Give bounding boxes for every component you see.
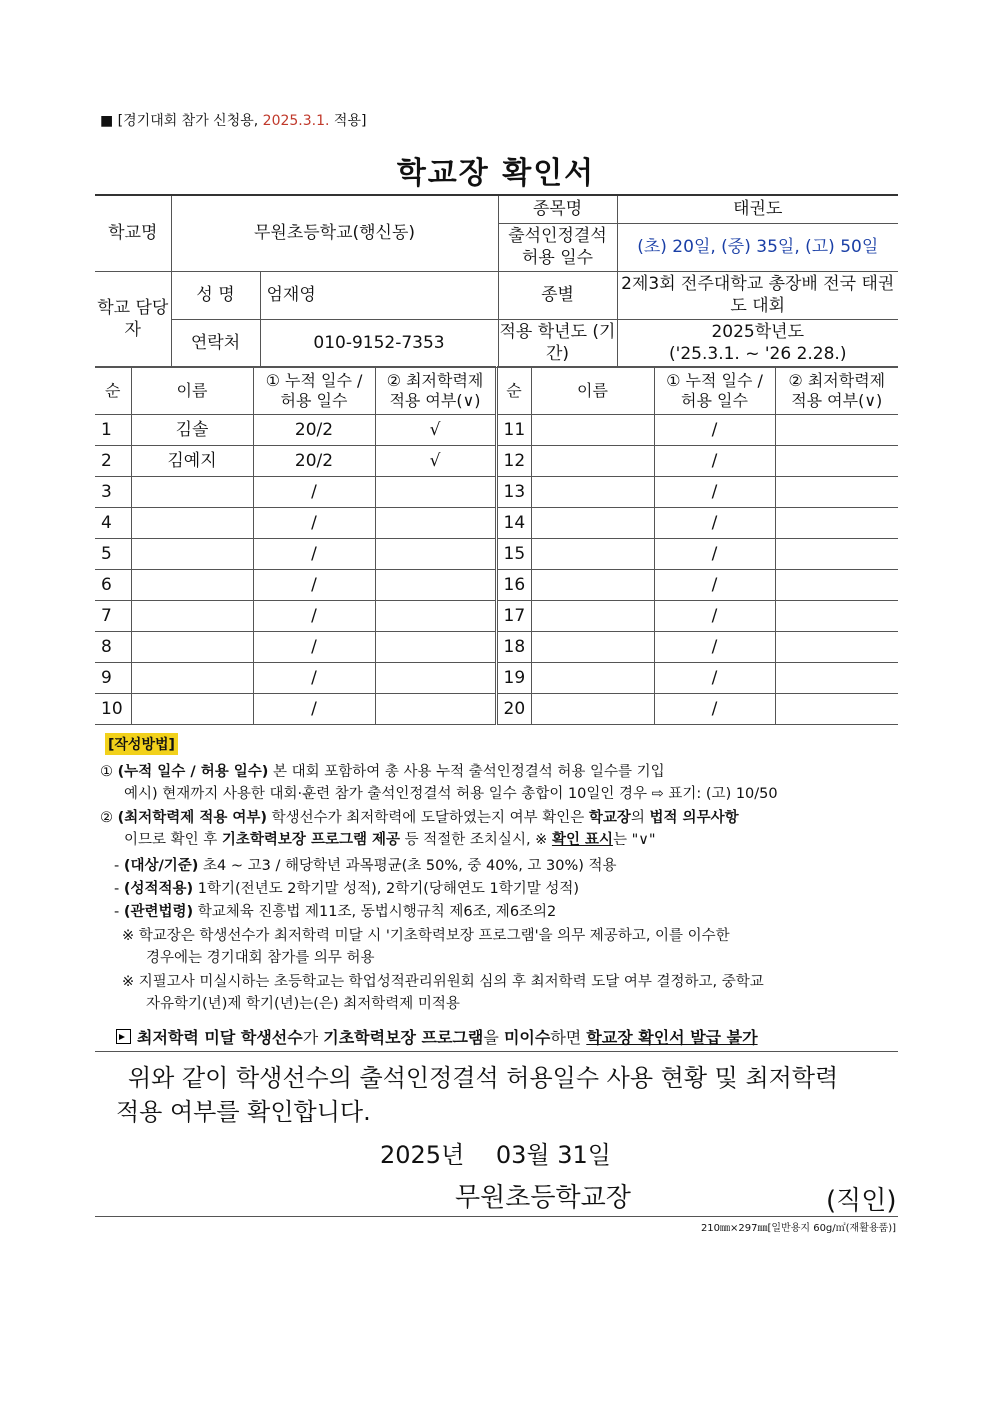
divider-bottom <box>95 1216 898 1217</box>
method-label: [작성방법] <box>105 733 178 755</box>
confirm-line-2: 적용 여부를 확인합니다. <box>116 1098 371 1126</box>
table-row <box>95 539 898 570</box>
col-days-2-line1: ① 누적 일수 / <box>666 370 763 390</box>
col-days-line2: 허용 일수 <box>280 390 348 410</box>
col-days <box>253 367 375 415</box>
cell-no: 10 <box>95 694 131 725</box>
divider-top <box>95 1051 898 1052</box>
warn-text-c: 하면 <box>550 1028 587 1047</box>
school-name-label: 학교명 <box>95 195 171 271</box>
cell-check <box>375 663 496 694</box>
col-min-line2: 적용 여부(∨) <box>389 390 481 410</box>
cell-days2: / <box>654 601 775 632</box>
table-row <box>95 694 898 725</box>
cell-days2: / <box>654 539 775 570</box>
cell-check2 <box>775 632 898 663</box>
cell-days: / <box>253 477 375 508</box>
item-1-marker: ① <box>100 764 118 780</box>
cell-days2: / <box>654 570 775 601</box>
cell-no: 1 <box>95 415 131 446</box>
cell-name <box>131 508 253 539</box>
warn-no-issue: 학교장 확인서 발급 불가 <box>586 1028 758 1047</box>
cell-check <box>375 632 496 663</box>
detail-1-dash: - <box>114 858 124 874</box>
form-note <box>100 110 366 130</box>
confirm-line-1: 위와 같이 학생선수의 출석인정결석 허용일수 사용 현황 및 최저학력 <box>128 1064 839 1092</box>
cell-check2 <box>775 663 898 694</box>
note-1-line2: 경우에는 경기대회 참가를 의무 허용 <box>146 950 375 966</box>
cell-no2: 14 <box>496 508 531 539</box>
cell-name <box>131 601 253 632</box>
warn-text-b: 을 <box>483 1028 504 1047</box>
col-min <box>375 367 496 415</box>
warning-line <box>116 1027 916 1049</box>
cell-days2: / <box>654 477 775 508</box>
col-min-2 <box>775 367 898 415</box>
cell-name2 <box>531 570 654 601</box>
note-suffix: 적용] <box>333 113 367 129</box>
cell-name <box>131 477 253 508</box>
cell-no: 9 <box>95 663 131 694</box>
item-2-marker: ② <box>100 810 118 826</box>
detail-3-dash: - <box>114 904 124 920</box>
item-2-legal-duty: 법적 의무사항 <box>649 810 739 826</box>
confirm-date: 2025년 03월 31일 <box>380 1141 611 1169</box>
detail-1-title: (대상/기준) <box>123 858 199 874</box>
cell-no: 2 <box>95 446 131 477</box>
paper-spec: 210㎜×297㎜[일반용지 60g/㎡(재활용품)] <box>700 1223 896 1234</box>
person-name-value: 엄재영 <box>260 271 498 319</box>
cell-check: √ <box>375 415 496 446</box>
cell-days2: / <box>654 446 775 477</box>
detail-3-title: (관련법령) <box>123 904 194 920</box>
cell-check <box>375 601 496 632</box>
cell-days: / <box>253 570 375 601</box>
detail-2-title: (성적적용) <box>123 881 194 897</box>
cell-days: / <box>253 508 375 539</box>
cell-no: 4 <box>95 508 131 539</box>
item-2-program: 기초학력보장 프로그램 제공 <box>221 832 401 848</box>
cell-name2 <box>531 446 654 477</box>
method-item-1 <box>100 761 900 805</box>
allow-days-value: (초) 20일, (중) 35일, (고) 50일 <box>617 223 898 271</box>
item-2-check-mark: 확인 표시 <box>551 832 614 848</box>
cell-check2 <box>775 570 898 601</box>
cell-check2 <box>775 601 898 632</box>
cell-name <box>131 663 253 694</box>
note-2-line1: ※ 지필고사 미실시하는 초등학교는 학업성적관리위원회 심의 후 최저학력 도달 여부 결정하고, 중학교 <box>122 974 764 990</box>
cell-check <box>375 477 496 508</box>
allow-days-label: 출석인정결석 허용 일수 <box>498 223 617 271</box>
col-name: 이름 <box>131 367 253 415</box>
cell-days2: / <box>654 694 775 725</box>
detail-2-dash: - <box>114 881 124 897</box>
warn-incomplete: 미이수 <box>503 1028 551 1047</box>
cell-check <box>375 570 496 601</box>
detail-1-text: 초4 ~ 고3 / 해당학년 과목평균(초 50%, 중 40%, 고 30%) 적용 <box>198 858 617 874</box>
cell-days2: / <box>654 632 775 663</box>
cell-days: 20/2 <box>253 415 375 446</box>
cell-no2: 15 <box>496 539 531 570</box>
cell-days: / <box>253 539 375 570</box>
cell-days2: / <box>654 663 775 694</box>
cell-no2: 13 <box>496 477 531 508</box>
cell-name2 <box>531 694 654 725</box>
cell-no: 5 <box>95 539 131 570</box>
cell-days: / <box>253 663 375 694</box>
cell-check <box>375 539 496 570</box>
cell-check2 <box>775 446 898 477</box>
cell-no: 3 <box>95 477 131 508</box>
school-name-value: 무원초등학교(행신동) <box>171 195 498 271</box>
cell-days: 20/2 <box>253 446 375 477</box>
event-label: 종별 <box>498 271 617 319</box>
warn-underachiever: 최저학력 미달 학생선수 <box>137 1028 303 1047</box>
school-year-period: ('25.3.1. ~ '26 2.28.) <box>669 344 847 364</box>
method-note-1 <box>122 925 898 969</box>
document-title: 학교장 확인서 <box>396 156 596 191</box>
student-roster-table <box>95 366 898 725</box>
cell-days2: / <box>654 508 775 539</box>
detail-2-text: 1학기(전년도 2학기말 성적), 2학기(당해연도 1학기말 성적) <box>193 881 580 897</box>
school-info-table <box>95 194 898 368</box>
cell-days2: / <box>654 415 775 446</box>
cell-days: / <box>253 632 375 663</box>
method-detail-1 <box>114 855 914 877</box>
cell-no2: 17 <box>496 601 531 632</box>
cell-name2 <box>531 415 654 446</box>
cell-no2: 18 <box>496 632 531 663</box>
cell-no: 7 <box>95 601 131 632</box>
note-1-line1: ※ 학교장은 학생선수가 최저학력 미달 시 '기초학력보장 프로그램'을 의무 제공하고, 이를 이수한 <box>122 928 730 944</box>
cell-name2 <box>531 539 654 570</box>
method-detail-2 <box>114 878 914 900</box>
cell-name2 <box>531 663 654 694</box>
table-row <box>95 570 898 601</box>
phone-value: 010-9152-7353 <box>260 319 498 367</box>
sport-value: 태권도 <box>617 195 898 223</box>
cell-check2 <box>775 477 898 508</box>
item-2-text-c: 이므로 확인 후 <box>124 832 222 848</box>
cell-name2 <box>531 601 654 632</box>
cell-no: 8 <box>95 632 131 663</box>
cell-name <box>131 570 253 601</box>
school-year-value <box>617 319 898 367</box>
method-item-2 <box>100 807 900 851</box>
col-no-2: 순 <box>496 367 531 415</box>
item-2-text-b: 의 <box>630 810 650 826</box>
cell-no: 6 <box>95 570 131 601</box>
contact-label: 학교 담당자 <box>95 271 171 367</box>
table-row <box>95 601 898 632</box>
school-year: 2025학년도 <box>711 322 805 342</box>
col-days-2-line2: 허용 일수 <box>681 390 748 410</box>
cell-days: / <box>253 601 375 632</box>
item-2-text-e: 는 "∨" <box>613 832 656 848</box>
col-name-2: 이름 <box>531 367 654 415</box>
cell-no2: 12 <box>496 446 531 477</box>
col-days-line1: ① 누적 일수 / <box>265 370 363 390</box>
sport-label: 종목명 <box>498 195 617 223</box>
col-min-line1: ② 최저학력제 <box>386 370 484 390</box>
cell-name: 김솔 <box>131 415 253 446</box>
cell-no2: 20 <box>496 694 531 725</box>
item-2-text-d: 등 적절한 조치실시, ※ <box>400 832 552 848</box>
official-seal: (직인) <box>826 1186 897 1216</box>
item-1-title: (누적 일수 / 허용 일수) <box>117 764 269 780</box>
item-2-title: (최저학력제 적용 여부) <box>117 810 268 826</box>
col-min-2-line2: 적용 여부(∨) <box>791 390 883 410</box>
table-row <box>95 508 898 539</box>
method-detail-3 <box>114 901 914 923</box>
cell-name <box>131 632 253 663</box>
col-days-2 <box>654 367 775 415</box>
table-row <box>95 663 898 694</box>
note-date: 2025.3.1. <box>262 113 330 129</box>
school-year-label: 적용 학년도 (기간) <box>498 319 617 367</box>
cell-no2: 11 <box>496 415 531 446</box>
table-row <box>95 446 898 477</box>
cell-check2 <box>775 508 898 539</box>
warn-text-a: 가 <box>302 1028 324 1047</box>
cell-check2 <box>775 694 898 725</box>
cell-check: √ <box>375 446 496 477</box>
cell-days: / <box>253 694 375 725</box>
cell-name2 <box>531 477 654 508</box>
note-2-line2: 자유학기(년)제 학기(년)는(은) 최저학력제 미적용 <box>146 996 460 1012</box>
cell-name: 김예지 <box>131 446 253 477</box>
method-note-2 <box>122 971 898 1015</box>
item-2-text-a: 학생선수가 최저학력에 도달하였는지 여부 확인은 <box>267 810 589 826</box>
event-value: 2제3회 전주대학교 총장배 전국 태권도 대회 <box>617 271 898 319</box>
table-row <box>95 632 898 663</box>
cell-check2 <box>775 539 898 570</box>
warn-program: 기초학력보장 프로그램 <box>323 1028 484 1047</box>
table-row <box>95 415 898 446</box>
cell-name <box>131 539 253 570</box>
note-prefix: ■ [경기대회 참가 신청용, <box>100 113 259 129</box>
cell-check <box>375 694 496 725</box>
cell-name <box>131 694 253 725</box>
cell-no2: 16 <box>496 570 531 601</box>
cell-check2 <box>775 415 898 446</box>
table-row <box>95 477 898 508</box>
cell-no2: 19 <box>496 663 531 694</box>
cell-name2 <box>531 632 654 663</box>
arrow-box-icon <box>116 1029 131 1044</box>
item-2-principal: 학교장 <box>588 810 631 826</box>
detail-3-text: 학교체육 진흥법 제11조, 동법시행규칙 제6조, 제6조의2 <box>193 904 557 920</box>
cell-check <box>375 508 496 539</box>
person-name-label: 성 명 <box>171 271 260 319</box>
principal-name: 무원초등학교장 <box>455 1183 631 1213</box>
item-1-example: 예시) 현재까지 사용한 대회·훈련 참가 출석인정결석 허용 일수 총합이 10일인 경우 ⇨ 표기: (고) 10/50 <box>124 786 778 802</box>
cell-name2 <box>531 508 654 539</box>
phone-label: 연락처 <box>171 319 260 367</box>
col-no: 순 <box>95 367 131 415</box>
col-min-2-line1: ② 최저학력제 <box>788 370 886 390</box>
item-1-text: 본 대회 포함하여 총 사용 누적 출석인정결석 허용 일수를 기입 <box>268 764 665 780</box>
